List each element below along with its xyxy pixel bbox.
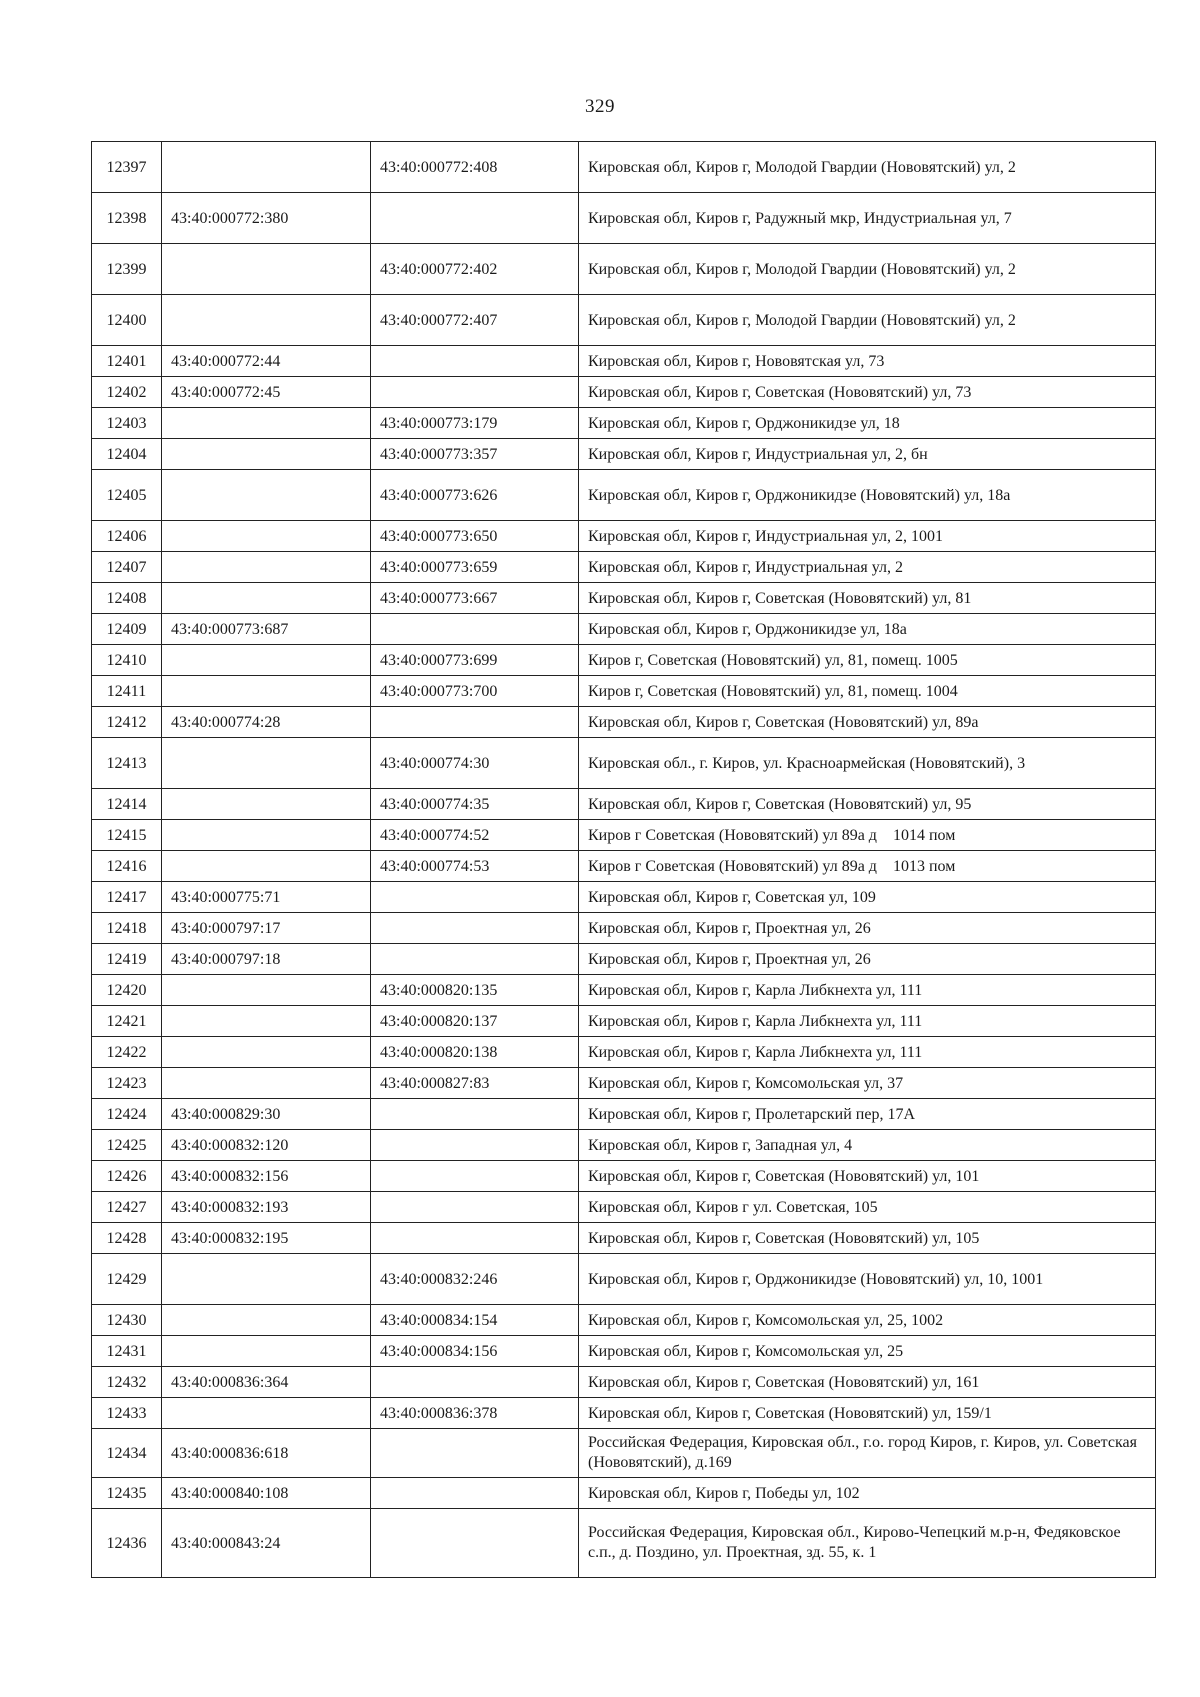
cadastral-number-a xyxy=(162,1305,371,1336)
cadastral-number-a xyxy=(162,244,371,295)
address: Кировская обл, Киров г, Молодой Гвардии (Нововятский) ул, 2 xyxy=(579,295,1156,346)
row-number: 12422 xyxy=(92,1037,162,1068)
cadastral-number-b xyxy=(371,346,579,377)
cadastral-number-b xyxy=(371,1367,579,1398)
table-row xyxy=(92,944,1156,975)
cadastral-number-a xyxy=(162,470,371,521)
row-number: 12419 xyxy=(92,944,162,975)
cadastral-number-b: 43:40:000774:52 xyxy=(371,820,579,851)
cadastral-number-a xyxy=(162,1254,371,1305)
cadastral-number-b xyxy=(371,1192,579,1223)
table-row xyxy=(92,346,1156,377)
cadastral-number-b: 43:40:000773:626 xyxy=(371,470,579,521)
address: Кировская обл, Киров г, Советская (Нововятский) ул, 89а xyxy=(579,707,1156,738)
cadastral-number-b: 43:40:000832:246 xyxy=(371,1254,579,1305)
cadastral-number-a xyxy=(162,439,371,470)
address: Кировская обл, Киров г, Индустриальная ул, 2, 1001 xyxy=(579,521,1156,552)
cadastral-number-b xyxy=(371,1509,579,1578)
cadastral-number-a xyxy=(162,851,371,882)
cadastral-number-a xyxy=(162,1336,371,1367)
address: Кировская обл, Киров г, Советская (Нововятский) ул, 161 xyxy=(579,1367,1156,1398)
table-row xyxy=(92,1130,1156,1161)
table-row xyxy=(92,193,1156,244)
cadastral-number-a xyxy=(162,295,371,346)
address: Кировская обл, Киров г, Молодой Гвардии (Нововятский) ул, 2 xyxy=(579,142,1156,193)
address: Кировская обл, Киров г, Радужный мкр, Индустриальная ул, 7 xyxy=(579,193,1156,244)
address: Кировская обл, Киров г, Советская (Нововятский) ул, 73 xyxy=(579,377,1156,408)
table-row xyxy=(92,439,1156,470)
cadastral-number-b xyxy=(371,1223,579,1254)
address: Кировская обл, Киров г, Советская (Нововятский) ул, 101 xyxy=(579,1161,1156,1192)
address: Кировская обл, Киров г, Нововятская ул, 73 xyxy=(579,346,1156,377)
table-row xyxy=(92,913,1156,944)
row-number: 12427 xyxy=(92,1192,162,1223)
cadastral-number-b xyxy=(371,913,579,944)
address: Кировская обл, Киров г ул. Советская, 105 xyxy=(579,1192,1156,1223)
address: Кировская обл, Киров г, Молодой Гвардии (Нововятский) ул, 2 xyxy=(579,244,1156,295)
cadastral-number-b: 43:40:000836:378 xyxy=(371,1398,579,1429)
row-number: 12404 xyxy=(92,439,162,470)
row-number: 12403 xyxy=(92,408,162,439)
table-row xyxy=(92,645,1156,676)
table-row xyxy=(92,1006,1156,1037)
row-number: 12402 xyxy=(92,377,162,408)
cadastral-number-b: 43:40:000773:357 xyxy=(371,439,579,470)
row-number: 12413 xyxy=(92,738,162,789)
address: Кировская обл, Киров г, Советская (Нововятский) ул, 159/1 xyxy=(579,1398,1156,1429)
row-number: 12406 xyxy=(92,521,162,552)
table-row xyxy=(92,707,1156,738)
registry-table xyxy=(91,141,1156,1578)
row-number: 12433 xyxy=(92,1398,162,1429)
cadastral-number-b: 43:40:000772:408 xyxy=(371,142,579,193)
row-number: 12425 xyxy=(92,1130,162,1161)
row-number: 12436 xyxy=(92,1509,162,1578)
cadastral-number-a xyxy=(162,408,371,439)
cadastral-number-b: 43:40:000772:407 xyxy=(371,295,579,346)
cadastral-number-a xyxy=(162,645,371,676)
row-number: 12397 xyxy=(92,142,162,193)
row-number: 12428 xyxy=(92,1223,162,1254)
table-row xyxy=(92,851,1156,882)
row-number: 12418 xyxy=(92,913,162,944)
table-row xyxy=(92,583,1156,614)
cadastral-number-b: 43:40:000820:138 xyxy=(371,1037,579,1068)
address: Кировская обл, Киров г, Карла Либкнехта ул, 111 xyxy=(579,1037,1156,1068)
address: Кировская обл, Киров г, Пролетарский пер, 17А xyxy=(579,1099,1156,1130)
cadastral-number-b: 43:40:000774:53 xyxy=(371,851,579,882)
cadastral-number-a xyxy=(162,1068,371,1099)
page-number: 329 xyxy=(585,96,615,117)
table-row xyxy=(92,470,1156,521)
cadastral-number-a xyxy=(162,583,371,614)
cadastral-number-a: 43:40:000832:156 xyxy=(162,1161,371,1192)
cadastral-number-a xyxy=(162,789,371,820)
address: Кировская обл, Киров г, Орджоникидзе ул, 18 xyxy=(579,408,1156,439)
cadastral-number-b xyxy=(371,944,579,975)
cadastral-number-b: 43:40:000772:402 xyxy=(371,244,579,295)
cadastral-number-b: 43:40:000834:156 xyxy=(371,1336,579,1367)
table-row xyxy=(92,552,1156,583)
row-number: 12435 xyxy=(92,1478,162,1509)
row-number: 12430 xyxy=(92,1305,162,1336)
address: Кировская обл, Киров г, Проектная ул, 26 xyxy=(579,913,1156,944)
address: Кировская обл., г. Киров, ул. Красноармейская (Нововятский), 3 xyxy=(579,738,1156,789)
row-number: 12410 xyxy=(92,645,162,676)
address: Кировская обл, Киров г, Карла Либкнехта ул, 111 xyxy=(579,1006,1156,1037)
table-row xyxy=(92,1305,1156,1336)
table-row xyxy=(92,789,1156,820)
cadastral-number-a: 43:40:000829:30 xyxy=(162,1099,371,1130)
address: Киров г Советская (Нововятский) ул 89а д 1014 пом xyxy=(579,820,1156,851)
cadastral-number-b xyxy=(371,882,579,913)
table-row xyxy=(92,882,1156,913)
address: Кировская обл, Киров г, Советская (Нововятский) ул, 95 xyxy=(579,789,1156,820)
cadastral-number-a: 43:40:000832:193 xyxy=(162,1192,371,1223)
address: Кировская обл, Киров г, Индустриальная ул, 2, бн xyxy=(579,439,1156,470)
table-row xyxy=(92,1509,1156,1578)
address: Киров г, Советская (Нововятский) ул, 81, помещ. 1005 xyxy=(579,645,1156,676)
table-row xyxy=(92,1254,1156,1305)
cadastral-number-a xyxy=(162,1398,371,1429)
address: Киров г Советская (Нововятский) ул 89а д 1013 пом xyxy=(579,851,1156,882)
address: Российская Федерация, Кировская обл., г.о. город Киров, г. Киров, ул. Советская (Нововятский), д.169 xyxy=(579,1429,1156,1478)
table-row xyxy=(92,1478,1156,1509)
cadastral-number-b xyxy=(371,1478,579,1509)
cadastral-number-b: 43:40:000834:154 xyxy=(371,1305,579,1336)
cadastral-number-b: 43:40:000773:699 xyxy=(371,645,579,676)
row-number: 12399 xyxy=(92,244,162,295)
cadastral-number-a xyxy=(162,820,371,851)
address: Кировская обл, Киров г, Комсомольская ул, 25 xyxy=(579,1336,1156,1367)
table-row xyxy=(92,1367,1156,1398)
cadastral-number-b xyxy=(371,1429,579,1478)
cadastral-number-b: 43:40:000774:35 xyxy=(371,789,579,820)
table-row xyxy=(92,1398,1156,1429)
table-row xyxy=(92,142,1156,193)
address: Кировская обл, Киров г, Победы ул, 102 xyxy=(579,1478,1156,1509)
row-number: 12409 xyxy=(92,614,162,645)
cadastral-number-b: 43:40:000773:667 xyxy=(371,583,579,614)
address: Кировская обл, Киров г, Индустриальная ул, 2 xyxy=(579,552,1156,583)
row-number: 12424 xyxy=(92,1099,162,1130)
row-number: 12431 xyxy=(92,1336,162,1367)
cadastral-number-b: 43:40:000773:700 xyxy=(371,676,579,707)
address: Кировская обл, Киров г, Советская (Нововятский) ул, 81 xyxy=(579,583,1156,614)
row-number: 12401 xyxy=(92,346,162,377)
cadastral-number-a: 43:40:000772:45 xyxy=(162,377,371,408)
table-row xyxy=(92,1336,1156,1367)
cadastral-number-a xyxy=(162,1006,371,1037)
table-row xyxy=(92,408,1156,439)
cadastral-number-b: 43:40:000820:137 xyxy=(371,1006,579,1037)
table-row xyxy=(92,614,1156,645)
cadastral-number-b: 43:40:000773:650 xyxy=(371,521,579,552)
cadastral-number-b xyxy=(371,707,579,738)
table-row xyxy=(92,1192,1156,1223)
cadastral-number-a: 43:40:000773:687 xyxy=(162,614,371,645)
cadastral-number-a: 43:40:000797:17 xyxy=(162,913,371,944)
row-number: 12423 xyxy=(92,1068,162,1099)
cadastral-number-a: 43:40:000832:195 xyxy=(162,1223,371,1254)
cadastral-number-b xyxy=(371,1099,579,1130)
cadastral-number-a: 43:40:000774:28 xyxy=(162,707,371,738)
cadastral-number-b xyxy=(371,193,579,244)
cadastral-number-a xyxy=(162,552,371,583)
row-number: 12407 xyxy=(92,552,162,583)
row-number: 12398 xyxy=(92,193,162,244)
table-row xyxy=(92,1037,1156,1068)
row-number: 12434 xyxy=(92,1429,162,1478)
cadastral-number-b xyxy=(371,1161,579,1192)
address: Кировская обл, Киров г, Советская (Нововятский) ул, 105 xyxy=(579,1223,1156,1254)
cadastral-number-a xyxy=(162,975,371,1006)
cadastral-number-a xyxy=(162,142,371,193)
cadastral-number-a xyxy=(162,738,371,789)
cadastral-number-b: 43:40:000773:179 xyxy=(371,408,579,439)
table-row xyxy=(92,975,1156,1006)
cadastral-number-a xyxy=(162,676,371,707)
address: Кировская обл, Киров г, Карла Либкнехта ул, 111 xyxy=(579,975,1156,1006)
row-number: 12415 xyxy=(92,820,162,851)
table-row xyxy=(92,676,1156,707)
address: Кировская обл, Киров г, Орджоникидзе (Нововятский) ул, 10, 1001 xyxy=(579,1254,1156,1305)
cadastral-number-b: 43:40:000820:135 xyxy=(371,975,579,1006)
cadastral-number-a: 43:40:000843:24 xyxy=(162,1509,371,1578)
cadastral-number-b xyxy=(371,377,579,408)
cadastral-number-b xyxy=(371,1130,579,1161)
table-row xyxy=(92,1223,1156,1254)
row-number: 12421 xyxy=(92,1006,162,1037)
table-row xyxy=(92,1161,1156,1192)
cadastral-number-b: 43:40:000827:83 xyxy=(371,1068,579,1099)
row-number: 12411 xyxy=(92,676,162,707)
cadastral-number-b xyxy=(371,614,579,645)
address: Кировская обл, Киров г, Орджоникидзе ул, 18а xyxy=(579,614,1156,645)
row-number: 12408 xyxy=(92,583,162,614)
cadastral-number-a: 43:40:000836:364 xyxy=(162,1367,371,1398)
cadastral-number-b: 43:40:000774:30 xyxy=(371,738,579,789)
row-number: 12426 xyxy=(92,1161,162,1192)
row-number: 12417 xyxy=(92,882,162,913)
address: Кировская обл, Киров г, Орджоникидзе (Нововятский) ул, 18а xyxy=(579,470,1156,521)
cadastral-number-b: 43:40:000773:659 xyxy=(371,552,579,583)
address: Кировская обл, Киров г, Советская ул, 109 xyxy=(579,882,1156,913)
cadastral-number-a xyxy=(162,521,371,552)
table-row xyxy=(92,244,1156,295)
row-number: 12429 xyxy=(92,1254,162,1305)
cadastral-number-a: 43:40:000836:618 xyxy=(162,1429,371,1478)
table-row xyxy=(92,377,1156,408)
row-number: 12420 xyxy=(92,975,162,1006)
registry-table-body xyxy=(92,142,1156,1578)
row-number: 12412 xyxy=(92,707,162,738)
cadastral-number-a xyxy=(162,1037,371,1068)
cadastral-number-a: 43:40:000832:120 xyxy=(162,1130,371,1161)
table-row xyxy=(92,1099,1156,1130)
table-row xyxy=(92,820,1156,851)
address: Кировская обл, Киров г, Комсомольская ул, 25, 1002 xyxy=(579,1305,1156,1336)
cadastral-number-a: 43:40:000797:18 xyxy=(162,944,371,975)
table-row xyxy=(92,295,1156,346)
cadastral-number-a: 43:40:000775:71 xyxy=(162,882,371,913)
address: Российская Федерация, Кировская обл., Кирово-Чепецкий м.р-н, Федяковское с.п., д. Поздино, ул. Проектная, зд. 55, к. 1 xyxy=(579,1509,1156,1578)
table-row xyxy=(92,1068,1156,1099)
row-number: 12432 xyxy=(92,1367,162,1398)
row-number: 12416 xyxy=(92,851,162,882)
row-number: 12414 xyxy=(92,789,162,820)
cadastral-number-a: 43:40:000772:44 xyxy=(162,346,371,377)
cadastral-number-a: 43:40:000772:380 xyxy=(162,193,371,244)
row-number: 12405 xyxy=(92,470,162,521)
address: Кировская обл, Киров г, Комсомольская ул, 37 xyxy=(579,1068,1156,1099)
row-number: 12400 xyxy=(92,295,162,346)
address: Киров г, Советская (Нововятский) ул, 81, помещ. 1004 xyxy=(579,676,1156,707)
address: Кировская обл, Киров г, Проектная ул, 26 xyxy=(579,944,1156,975)
cadastral-number-a: 43:40:000840:108 xyxy=(162,1478,371,1509)
table-row xyxy=(92,1429,1156,1478)
table-row xyxy=(92,738,1156,789)
table-row xyxy=(92,521,1156,552)
address: Кировская обл, Киров г, Западная ул, 4 xyxy=(579,1130,1156,1161)
